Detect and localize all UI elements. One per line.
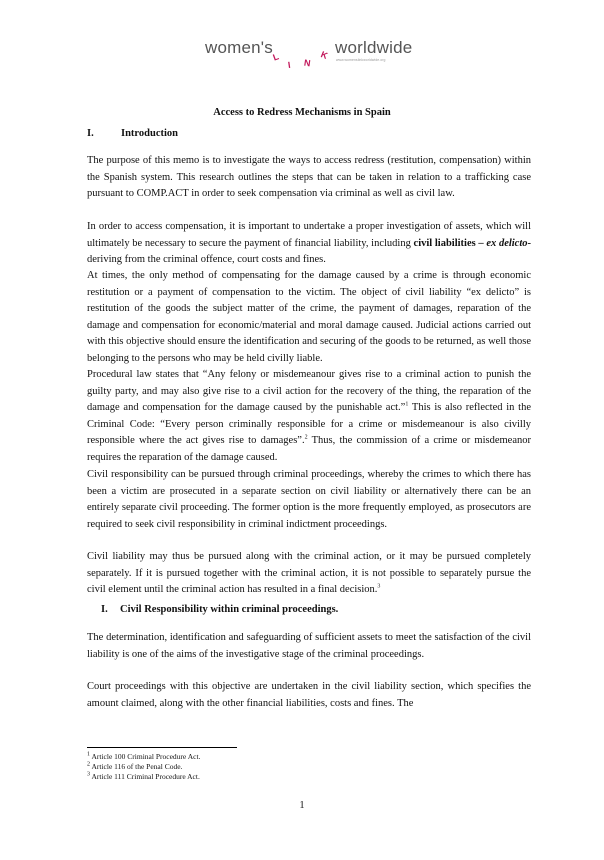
footnote-ref-3: 3 <box>377 583 381 590</box>
footnote-number: 1 <box>87 751 90 758</box>
paragraph-civil-liability <box>87 549 531 599</box>
footnote-separator <box>87 747 237 748</box>
paragraph-civil-responsibility: Civil responsibility can be pursued through criminal proceedings, whereby the crimes to which there has been a victim are prosecuted in a separate section on civil liability or alternatively there can be an entirely separate civil proceeding. The former option is the more frequently employed, as prosecutors are required to seek civil responsibility in criminal indictment proceedings. <box>87 469 531 530</box>
logo-letter-l: L <box>271 51 281 63</box>
footnote-text: Article 100 Criminal Procedure Act. <box>91 752 201 761</box>
womens-link-worldwide-logo <box>205 38 455 78</box>
footnote-ref-1: 1 <box>405 401 409 408</box>
logo-letter-i: I <box>287 59 292 71</box>
footnotes <box>87 752 200 782</box>
footnote-text: Article 116 of the Penal Code. <box>91 762 183 771</box>
section-number: I. <box>87 128 94 139</box>
logo-letter-n: N <box>303 57 312 69</box>
logo-url: www.womenslinkworldwide.org <box>336 58 386 62</box>
page-number: 1 <box>299 800 305 811</box>
section-heading-civil-responsibility <box>101 604 339 615</box>
paragraph-restitution: At times, the only method of compensating for the damage caused by a crime is through economic restitution or a payment of compensation to the victim. The object of civil liability “ex delicto” is restitution of the goods the subject matter of the crime, the payment of damages, reparation of the damage and compensation for economic/material and moral damage caused. Judicial actions carried out with this objective should ensure the identification and securing of the goods to be returned, as well those belonging to the persons who may be held civilly liable. <box>87 270 531 364</box>
footnote-3 <box>87 772 200 782</box>
section-heading-introduction <box>87 128 178 139</box>
logo-link-letters <box>271 50 337 70</box>
p4-text-3: Thus, the commission of a crime or misdemeanor requires the reparation of the damage caused. <box>87 435 531 463</box>
p4-text: Procedural law states that “Any felony or misdemeanour gives rise to a criminal action to punish the guilty party, and may also give rise to a civil action for the recovery of the thing, the reparation of the damage and compensation for the damage caused by the punishable act.” <box>87 369 531 413</box>
p2-text-end: deriving from the criminal offence, court costs and fines. <box>87 254 326 265</box>
footnote-number: 2 <box>87 761 90 768</box>
logo-worldwide-text: worldwide <box>335 38 413 57</box>
paragraph-procedural-law <box>87 367 531 466</box>
footnote-2 <box>87 762 200 772</box>
paragraph-determination: The determination, identification and safeguarding of sufficient assets to meet the satisfaction of the civil liability is one of the aims of the investigative stage of the criminal proceedings. <box>87 632 531 660</box>
footnote-1 <box>87 752 200 762</box>
section-label: Civil Responsibility within criminal proceedings. <box>120 604 339 615</box>
logo-womens-text: women's <box>205 38 273 57</box>
p2-dash: - <box>527 237 532 249</box>
section-label: Introduction <box>121 128 178 139</box>
footnote-ref-2: 2 <box>304 434 308 441</box>
p2-italic: ex delicto <box>486 237 528 249</box>
p2-text: In order to access compensation, it is important to undertake a proper investigation of assets, which will ultimately be necessary to secure the payment of financial liability, including <box>87 221 531 249</box>
paragraph-court-proceedings: Court proceedings with this objective are undertaken in the civil liability section, which specifies the amount claimed, along with the other financial liabilities, costs and fines. The <box>87 681 531 709</box>
logo-letter-k: K <box>319 49 330 61</box>
p4-text-2: This is also reflected in the Criminal Code: “Every person criminally responsible for a crime or misdemeanour is also civilly responsible where the act gives rise to damages”. <box>87 402 531 446</box>
p2-bold: civil liabilities – <box>413 237 487 249</box>
document-title: Access to Redress Mechanisms in Spain <box>213 107 391 118</box>
footnote-text: Article 111 Criminal Procedure Act. <box>91 772 200 781</box>
p6-text: Civil liability may thus be pursued along with the criminal action, or it may be pursued completely separately. If it is pursued together with the criminal action, it is not possible to separately pursue the civil element until the criminal action has resulted in a final decision. <box>87 551 531 595</box>
footnote-number: 3 <box>87 771 90 778</box>
paragraph-purpose: The purpose of this memo is to investigate the ways to access redress (restitution, compensation) within the Spanish system. This research outlines the steps that can be taken in relation to a trafficking case pursuant to COMP.ACT in order to seek compensation via criminal as well as civil law. <box>87 155 531 199</box>
section-number: I. <box>101 604 108 615</box>
paragraph-access-compensation <box>87 219 531 269</box>
